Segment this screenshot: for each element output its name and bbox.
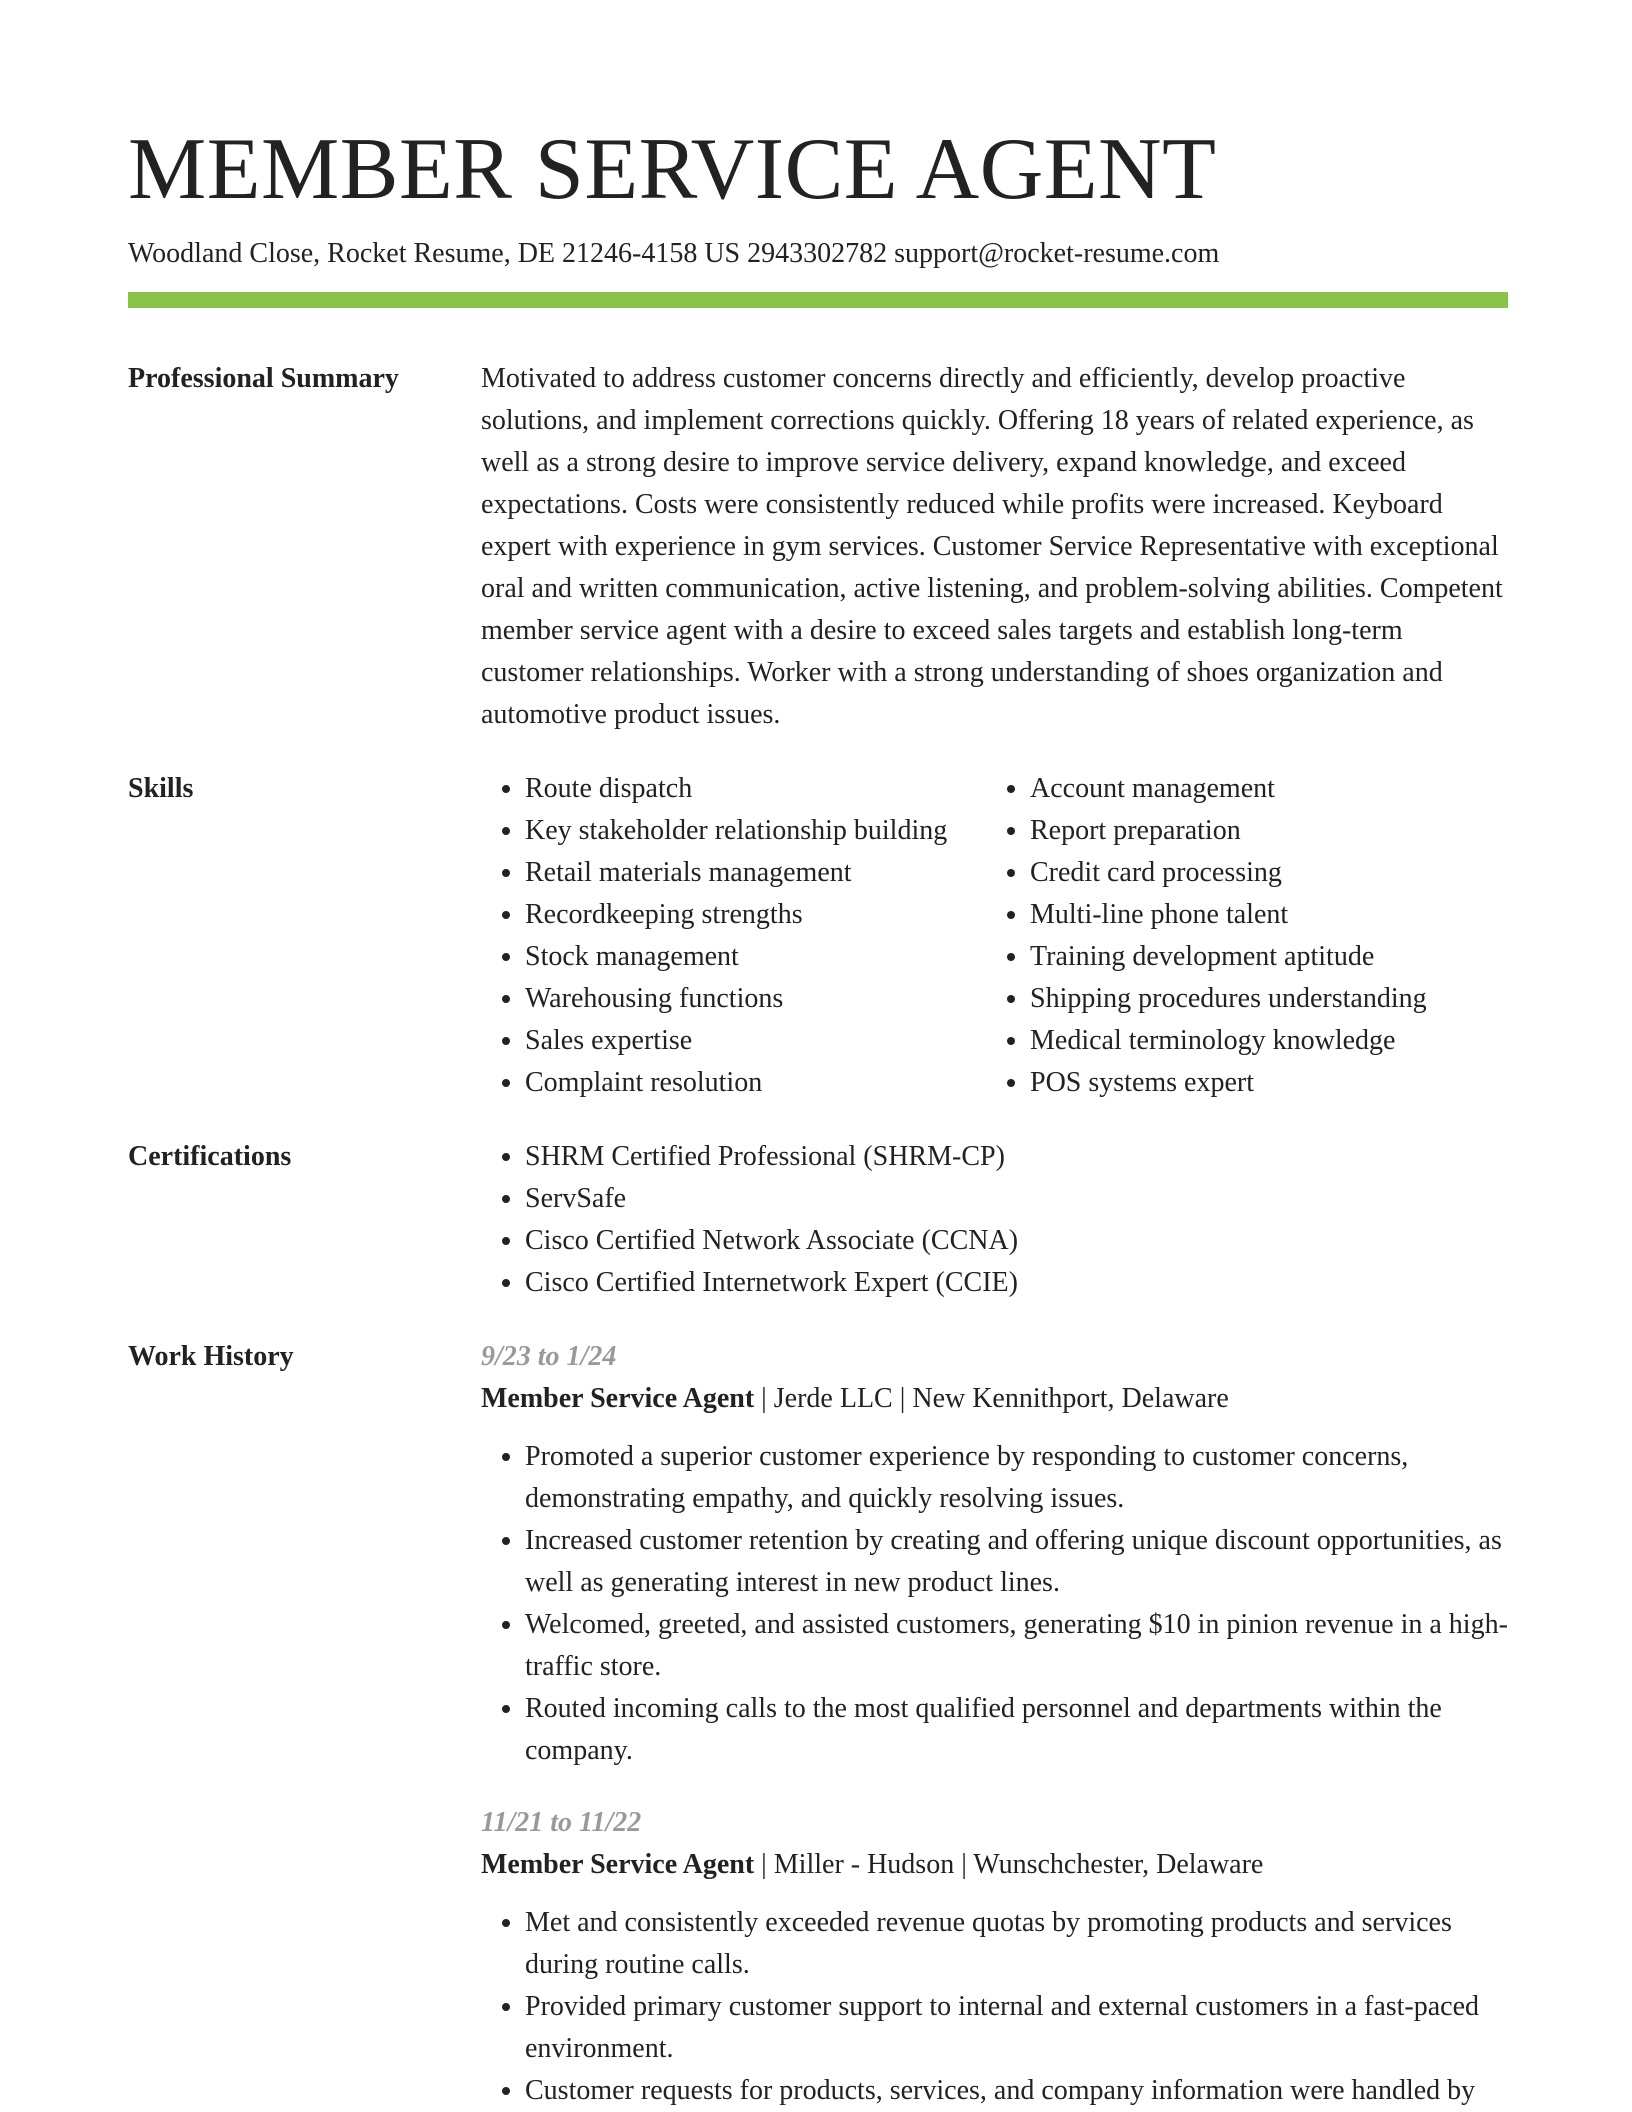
skill-item: • Sales expertise <box>525 1020 986 1062</box>
skill-item: • Stock management <box>525 936 986 978</box>
job-employer-location: | Jerde LLC | New Kennithport, Delaware <box>754 1383 1229 1414</box>
skill-item: • Retail materials management <box>525 852 986 894</box>
skill-item: • Account management <box>1030 768 1508 810</box>
job-bullet: • Increased customer retention by creating and offering unique discount opportunities, as well as generating interest in new product lines. <box>525 1520 1508 1604</box>
skill-item: • Report preparation <box>1030 810 1508 852</box>
resume-name-title: MEMBER SERVICE AGENT <box>128 121 1217 218</box>
work-history-label: Work History <box>128 1341 294 1372</box>
skill-item: • Recordkeeping strengths <box>525 894 986 936</box>
work-history-section <box>128 1336 1508 2112</box>
skill-item: • Training development aptitude <box>1030 936 1508 978</box>
job-entry <box>481 1802 1508 2112</box>
job-bullets <box>481 1902 1508 2112</box>
skill-item: • Key stakeholder relationship building <box>525 810 986 852</box>
summary-text: Motivated to address customer concerns directly and efficiently, develop proactive solutions, and implement corrections quickly. Offering 18 years of related experience, as well as a strong desire to improve service delivery, expand knowledge, and exceed expectations. Costs were consistently reduced while profits were increased. Keyboard expert with experience in gym services. Customer Service Representative with exceptional oral and written communication, active listening, and problem-solving abilities. Competent member service agent with a desire to exceed sales targets and establish long-term customer relationships. Worker with a strong understanding of shoes organization and automotive product issues. <box>481 363 1503 730</box>
skill-item: • Complaint resolution <box>525 1062 986 1104</box>
summary-label: Professional Summary <box>128 363 399 394</box>
job-bullet: • Provided primary customer support to internal and external customers in a fast-paced environment. <box>525 1986 1508 2070</box>
job-title: Member Service Agent <box>481 1383 755 1414</box>
skills-column-1 <box>481 768 986 1104</box>
job-title: Member Service Agent <box>481 1849 755 1880</box>
summary-body <box>481 358 1508 736</box>
skills-list-2 <box>986 768 1508 1104</box>
job-bullet: • Promoted a superior customer experience by responding to customer concerns, demonstrating empathy, and quickly resolving issues. <box>525 1436 1508 1520</box>
skills-body <box>481 768 1508 1104</box>
certifications-label: Certifications <box>128 1141 292 1172</box>
job-bullets <box>481 1436 1508 1772</box>
skill-item: • Route dispatch <box>525 768 986 810</box>
certifications-list <box>481 1136 1508 1304</box>
job-heading <box>481 1844 1508 1886</box>
skill-item: • Medical terminology knowledge <box>1030 1020 1508 1062</box>
certification-item: • SHRM Certified Professional (SHRM-CP) <box>525 1136 1508 1178</box>
certification-item: • Cisco Certified Network Associate (CCNA) <box>525 1220 1508 1262</box>
skills-column-2 <box>986 768 1508 1104</box>
job-dates: 11/21 to 11/22 <box>481 1807 642 1838</box>
job-employer-location: | Miller - Hudson | Wunschchester, Delaware <box>754 1849 1264 1880</box>
skills-list-1 <box>481 768 986 1104</box>
skills-section <box>128 768 1508 1104</box>
accent-divider <box>128 292 1508 308</box>
job-bullet: • Routed incoming calls to the most qualified personnel and departments within the company. <box>525 1688 1508 1772</box>
contact-line: Woodland Close, Rocket Resume, DE 21246-4158 US 2943302782 support@rocket-resume.com <box>128 238 1220 269</box>
skill-item: • POS systems expert <box>1030 1062 1508 1104</box>
skill-item: • Credit card processing <box>1030 852 1508 894</box>
skill-item: • Multi-line phone talent <box>1030 894 1508 936</box>
job-bullet: • Met and consistently exceeded revenue quotas by promoting products and services during routine calls. <box>525 1902 1508 1986</box>
certification-item: • Cisco Certified Internetwork Expert (CCIE) <box>525 1262 1508 1304</box>
certifications-section <box>128 1136 1508 1304</box>
certification-item: • ServSafe <box>525 1178 1508 1220</box>
job-entry <box>481 1336 1508 1772</box>
skill-item: • Shipping procedures understanding <box>1030 978 1508 1020</box>
job-bullet: • Welcomed, greeted, and assisted customers, generating $10 in pinion revenue in a high-traffic store. <box>525 1604 1508 1688</box>
resume-page <box>128 118 1508 2112</box>
job-dates: 9/23 to 1/24 <box>481 1341 617 1372</box>
certifications-body <box>481 1136 1508 1304</box>
skill-item: • Warehousing functions <box>525 978 986 1020</box>
job-heading <box>481 1378 1508 1420</box>
skills-label: Skills <box>128 773 194 804</box>
job-bullet: • Customer requests for products, services, and company information were handled by <box>525 2070 1508 2112</box>
work-history-body <box>481 1336 1508 2112</box>
summary-section <box>128 358 1508 736</box>
